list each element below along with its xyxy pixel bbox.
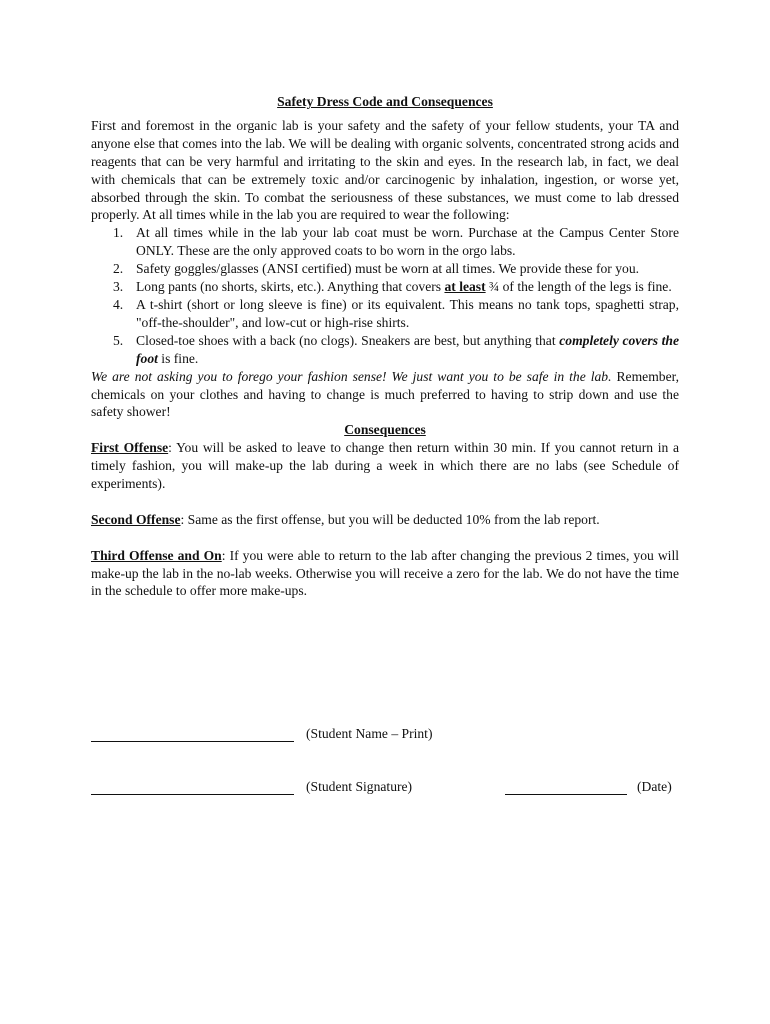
covers-foot-emphasis: completely covers the foot [136, 332, 680, 366]
intro-paragraph: First and foremost in the organic lab is your safety and the safety of your fellow students, your TA and anyone else that comes into the lab. We will be dealing with organic solvents, concentrated strong acids and reagents that can be very harmful and irritating to the skin and eyes. In the research lab, in fact, we deal with chemicals that can be extremely toxic and/or carcinogenic by inhalation, ingestion, or worse yet, absorbed through the skin. To combat the seriousness of these substances, we must come to lab dressed properly. At all times while in the lab you are required to wear the following: [91, 117, 679, 223]
rule-shoes-end: is fine. [157, 350, 199, 366]
first-offense-label: First Offense [91, 440, 169, 456]
student-name-label: (Student Name – Print) [306, 726, 433, 741]
fashion-paragraph [91, 368, 679, 422]
at-least-emphasis: at least [444, 279, 486, 295]
first-offense-text: : You will be asked to leave to change then return within 30 min. If you cannot return in a timely fashion, you will make-up the lab during a week in which there are no labs (see Schedule of experiments). [91, 440, 680, 492]
second-offense [91, 511, 679, 529]
rule-goggles: Safety goggles/glasses (ANSI certified) must be worn at all times. We provide these for you. [136, 261, 640, 277]
student-name-row [91, 726, 681, 746]
rule-shoes-text: Closed-toe shoes with a back (no clogs). Sneakers are best, but anything that [136, 332, 560, 348]
first-offense [91, 439, 679, 493]
date-line[interactable] [505, 794, 627, 795]
reminder-text: Remember, chemicals on your clothes and having to change is much preferred to having to strip down and use the safety shower! [91, 368, 679, 420]
second-offense-label: Second Offense [91, 511, 181, 527]
rule-long-pants [136, 278, 679, 296]
document-page [91, 93, 679, 618]
student-signature-line[interactable] [91, 794, 294, 795]
consequences-heading: Consequences [344, 422, 426, 438]
second-offense-text: : Same as the first offense, but you will be deducted 10% from the lab report. [180, 511, 600, 527]
student-signature-label: (Student Signature) [306, 779, 413, 794]
rule-long-pants-text: Long pants (no shorts, skirts, etc.). Anything that covers [136, 279, 445, 295]
student-name-line[interactable] [91, 741, 294, 742]
rule-long-pants-end: ¾ of the length of the legs is fine. [485, 279, 672, 295]
rule-lab-coat: At all times while in the lab your lab coat must be worn. Purchase at the Campus Center Store ONLY. These are the only approved coats to bo worn in the orgo labs. [136, 225, 679, 259]
document-title: Safety Dress Code and Consequences [277, 94, 493, 109]
rule-t-shirt: A t-shirt (short or long sleeve is fine) or its equivalent. This means no tank tops, spaghetti strap, "off-the-shoulder", and low-cut or high-rise shirts. [136, 296, 679, 330]
third-offense-text: : If you were able to return to the lab after changing the previous 2 times, you will make-up the lab in the no-lab weeks. Otherwise you will receive a zero for the lab. We do not have the time in the schedule to offer more make-ups. [91, 547, 679, 599]
fashion-note: We are not asking you to forego your fashion sense! We just want you to be safe in the lab. [91, 368, 612, 384]
signature-section [91, 726, 681, 806]
rule-closed-toe-shoes [136, 332, 679, 368]
date-label: (Date) [637, 779, 672, 794]
third-offense-label: Third Offense and On [91, 547, 222, 563]
dress-code-list [91, 224, 679, 367]
student-signature-row [91, 779, 681, 799]
third-offense [91, 547, 679, 601]
